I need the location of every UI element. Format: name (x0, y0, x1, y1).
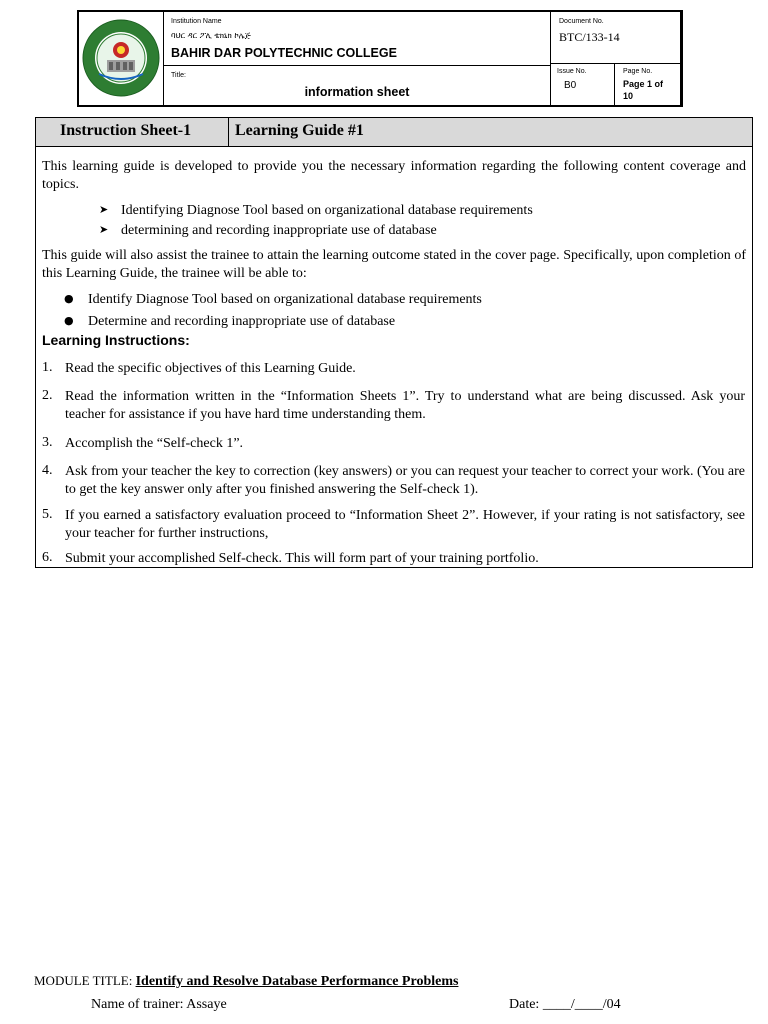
instruction-number: 6. (42, 550, 53, 565)
institution-label: Institution Name (171, 18, 222, 25)
document-header (77, 10, 683, 107)
outcome-paragraph: This guide will also assist the trainee to attain the learning outcome stated in the cover page. Specifically, upon completion of this Learning Guide, the trainee will be able to: (42, 248, 746, 281)
document-title: information sheet (304, 85, 410, 99)
instruction-number: 4. (42, 463, 53, 478)
instruction-number: 2. (42, 388, 53, 403)
document-number: BTC/133-14 (559, 30, 620, 44)
document-number-label: Document No. (559, 18, 604, 25)
page-number: Page 1 of 10 (623, 79, 664, 101)
heading-divider (228, 118, 229, 146)
title-cell (163, 66, 551, 105)
date-label: Date: (509, 997, 540, 1012)
learning-guide-heading: Learning Guide #1 (235, 122, 364, 139)
institution-name-amharic: ባህር ዳር ፖሊ ቴክኒክ ኮሌጅ (171, 31, 251, 40)
outcome-item: Determine and recording inappropriate use of database (88, 314, 396, 329)
arrow-bullet-icon: ➤ (99, 203, 109, 216)
instruction-item: Submit your accomplished Self-check. This will form part of your training portfolio. (65, 551, 539, 566)
sheet-heading-row (36, 118, 752, 147)
trainer-line (91, 997, 227, 1013)
instruction-number: 5. (42, 507, 53, 522)
bullet-icon: ● (64, 314, 74, 327)
issue-number-label: Issue No. (557, 68, 587, 75)
institution-cell (163, 12, 551, 66)
issue-number: B0 (564, 80, 577, 91)
page-number-cell (615, 64, 681, 105)
instruction-item: Read the specific objectives of this Learning Guide. (65, 361, 356, 376)
instruction-item: Ask from your teacher the key to correction (key answers) or you can request your teacher to correct your work. (You are to get the key answer only after you finished answering the Self-check 1). (65, 464, 745, 497)
date-value: ____/____/04 (542, 997, 621, 1012)
intro-paragraph: This learning guide is developed to provide you the necessary information regarding the following content coverage and topics. (42, 159, 746, 192)
page-number-label: Page No. (623, 68, 653, 75)
instruction-number: 1. (42, 360, 53, 375)
instruction-item: If you earned a satisfactory evaluation proceed to “Information Sheet 2”. However, if your rating is not satisfactory, see your teacher for further instructions, (65, 508, 745, 541)
module-title-line (34, 973, 458, 990)
instruction-number: 3. (42, 435, 53, 450)
topic-item: Identifying Diagnose Tool based on organizational database requirements (121, 203, 533, 218)
trainer-name: Assaye (186, 997, 227, 1012)
logo-cell (79, 12, 164, 105)
issue-number-cell (551, 64, 615, 105)
title-label: Title: (171, 72, 186, 79)
institution-name: BAHIR DAR POLYTECHNIC COLLEGE (171, 46, 397, 60)
college-logo (79, 12, 163, 105)
learning-instructions-heading: Learning Instructions: (42, 332, 190, 348)
arrow-bullet-icon: ➤ (99, 223, 109, 236)
module-title: Identify and Resolve Database Performance Problems (135, 974, 459, 989)
document-number-cell (551, 12, 681, 64)
instruction-sheet (35, 117, 753, 568)
date-line (509, 997, 621, 1013)
bullet-icon: ● (64, 292, 74, 305)
topic-item: determining and recording inappropriate use of database (121, 223, 437, 238)
instruction-item: Accomplish the “Self-check 1”. (65, 436, 244, 451)
module-title-label: MODULE TITLE: (34, 973, 133, 988)
instruction-sheet-heading: Instruction Sheet-1 (60, 122, 192, 139)
outcome-item: Identify Diagnose Tool based on organizational database requirements (88, 292, 482, 307)
instruction-item: Read the information written in the “Information Sheets 1”. Try to understand what are being discussed. Ask your teacher for assistance if you have hard time understanding them. (65, 389, 745, 422)
trainer-label: Name of trainer: (91, 997, 184, 1012)
